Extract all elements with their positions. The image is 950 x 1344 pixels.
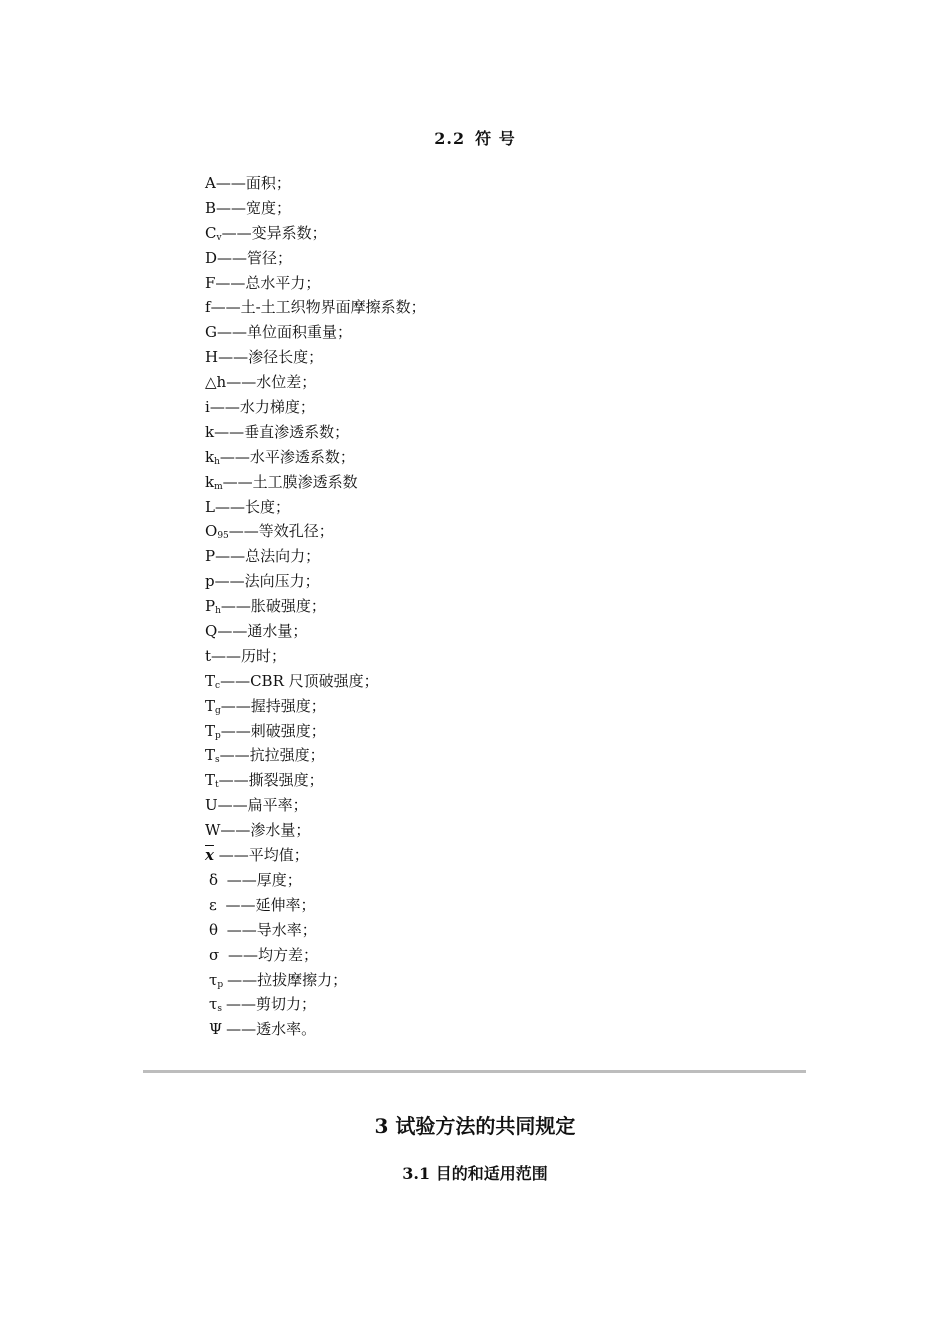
symbol-letter: δ [209,870,219,889]
symbol-description: ——透水率。 [226,1020,317,1039]
symbol-glyph [205,619,217,644]
symbol-glyph [205,196,216,221]
symbol-glyph [205,918,222,943]
symbol-description: ——等效孔径； [228,522,334,541]
symbol-glyph [205,345,218,370]
section-number: 2.2 [434,129,466,148]
symbol-letter: W [205,821,221,840]
symbol-description: ——历时； [211,646,287,665]
symbol-row [205,644,426,669]
symbol-row [205,495,426,520]
symbol-letter: P [205,547,216,566]
symbol-description: ——渗径长度； [218,348,324,367]
symbol-description: ——通水量； [217,622,308,641]
symbol-subscript: p [215,730,221,741]
symbol-description: ——长度； [214,497,290,516]
symbol-letter: O [205,522,218,541]
symbol-letter: p [205,572,215,591]
symbol-row [205,918,426,943]
symbol-glyph [205,271,215,296]
symbol-letter: k [205,447,215,466]
symbol-subscript: h [215,606,221,617]
symbol-row [205,893,426,918]
symbol-row [205,619,426,644]
symbol-row [205,295,426,320]
symbol-subscript: g [215,705,221,716]
symbol-description: ——导水率； [222,920,317,939]
symbol-row [205,395,426,420]
symbol-letter: A [205,174,216,192]
symbol-list [205,171,426,1042]
symbol-glyph [205,495,215,520]
symbol-letter: T [205,746,216,765]
symbol-subscript: m [214,481,223,492]
symbol-row [205,992,426,1017]
symbol-letter: L [205,497,215,516]
symbol-glyph [205,171,216,196]
symbol-description: ——平均值； [213,846,309,865]
symbol-description: ——土工膜渗透系数 [222,472,358,491]
symbol-glyph [205,370,226,395]
symbol-description: ——延伸率； [220,895,316,914]
symbol-row [205,793,426,818]
symbol-row [205,221,426,246]
symbol-description: ——均方差； [223,945,319,964]
symbol-subscript: s [217,1004,222,1015]
symbol-description: ——管径； [217,248,293,267]
symbol-letter: f [205,298,211,317]
symbol-description: ——面积； [215,174,291,192]
symbol-row [205,246,426,271]
symbol-glyph [205,893,221,918]
symbol-row [205,519,426,544]
symbol-row [205,320,426,345]
symbol-row [205,943,426,968]
symbol-glyph [205,320,217,345]
symbol-glyph [205,246,217,271]
symbol-subscript: h [214,456,220,467]
symbol-subscript: s [215,755,220,766]
symbol-row [205,171,426,196]
symbol-glyph [205,793,218,818]
subsection-title: 3.1 目的和适用范围 [402,1164,548,1183]
symbol-description: ——宽度； [216,198,292,217]
symbol-letter: D [205,248,218,267]
symbol-row [205,470,426,495]
symbol-letter: U [205,796,218,815]
symbol-subscript: c [215,680,221,691]
symbol-letter: k [205,472,215,491]
symbol-letter: T [205,696,216,715]
symbol-glyph [205,544,215,569]
symbol-description: ——胀破强度； [220,597,326,616]
symbol-description: ——垂直渗透系数； [214,422,350,441]
symbol-description: ——厚度； [222,870,302,889]
symbol-letter: τ [209,970,218,989]
symbol-letter: T [205,671,216,690]
symbol-subscript: t [215,780,219,791]
chapter-title: 3 试验方法的共同规定 [374,1114,576,1138]
symbol-description: ——变异系数； [221,223,327,242]
symbol-description: ——CBR 尺顶破强度； [220,671,379,690]
symbol-row [205,843,426,868]
symbol-row [205,345,426,370]
symbol-row [205,968,426,993]
symbol-letter: Q [205,622,218,641]
symbol-description: ——刺破强度； [220,721,326,740]
symbol-description: ——拉拔摩擦力； [227,970,348,989]
symbol-subscript: v [216,232,222,243]
symbol-letter: ε [209,895,217,914]
symbol-row [205,719,426,744]
symbol-letter: F [205,273,216,292]
symbol-description: ——握持强度； [220,696,326,715]
symbol-letter: σ [209,945,220,964]
symbol-row [205,818,426,843]
symbol-row [205,694,426,719]
symbol-letter: T [205,771,216,790]
symbol-description: ——单位面积重量； [216,323,352,342]
symbol-row [205,370,426,395]
symbol-description: ——水力梯度； [209,398,315,417]
symbol-letter: τ [209,995,218,1014]
symbol-glyph [205,843,214,868]
symbol-letter: △h [205,373,227,392]
symbol-glyph [205,420,214,445]
symbol-glyph [205,1017,226,1042]
symbol-description: ——扁平率； [217,796,308,815]
symbol-glyph [205,943,223,968]
symbol-subscript: p [217,979,224,990]
symbol-description: ——土-土工织物界面摩擦系数； [210,298,426,317]
symbol-row [205,544,426,569]
symbol-description: ——总水平力； [215,273,321,292]
symbol-letter: T [205,721,216,740]
symbol-subscript: 95 [217,531,229,542]
symbol-letter: $\overline{x}$ [205,846,214,865]
symbol-row [205,196,426,221]
symbol-letter: H [205,348,219,367]
symbol-letter: k [205,422,215,441]
symbol-row [205,768,426,793]
symbol-letter: θ [209,920,219,939]
symbol-letter: P [205,597,216,616]
symbol-description: ——水位差； [226,373,317,392]
symbol-row [205,743,426,768]
symbol-letter: i [205,398,210,417]
symbol-description: ——渗水量； [220,821,311,840]
symbol-row [205,594,426,619]
symbol-glyph [205,569,215,594]
symbol-letter: Ψ [209,1020,223,1039]
symbol-glyph [205,868,222,893]
symbol-letter: t [205,646,212,665]
symbol-row [205,271,426,296]
symbol-row [205,1017,426,1042]
section-heading [0,126,950,149]
symbol-row [205,420,426,445]
symbol-row [205,445,426,470]
symbol-row [205,669,426,694]
symbol-letter: C [205,223,217,242]
symbol-letter: B [205,198,217,217]
symbol-description: ——剪切力； [225,995,316,1014]
symbol-glyph [205,818,220,843]
symbol-row [205,868,426,893]
symbol-description: ——撕裂强度； [218,771,324,790]
symbol-description: ——抗拉强度； [219,746,325,765]
symbol-description: ——水平渗透系数； [219,447,355,466]
section-title: 符 号 [475,129,516,148]
symbol-description: ——法向压力； [214,572,320,591]
symbol-letter: G [205,323,217,342]
symbol-description: ——总法向力； [215,547,321,566]
page-divider [143,1070,806,1073]
symbol-row [205,569,426,594]
